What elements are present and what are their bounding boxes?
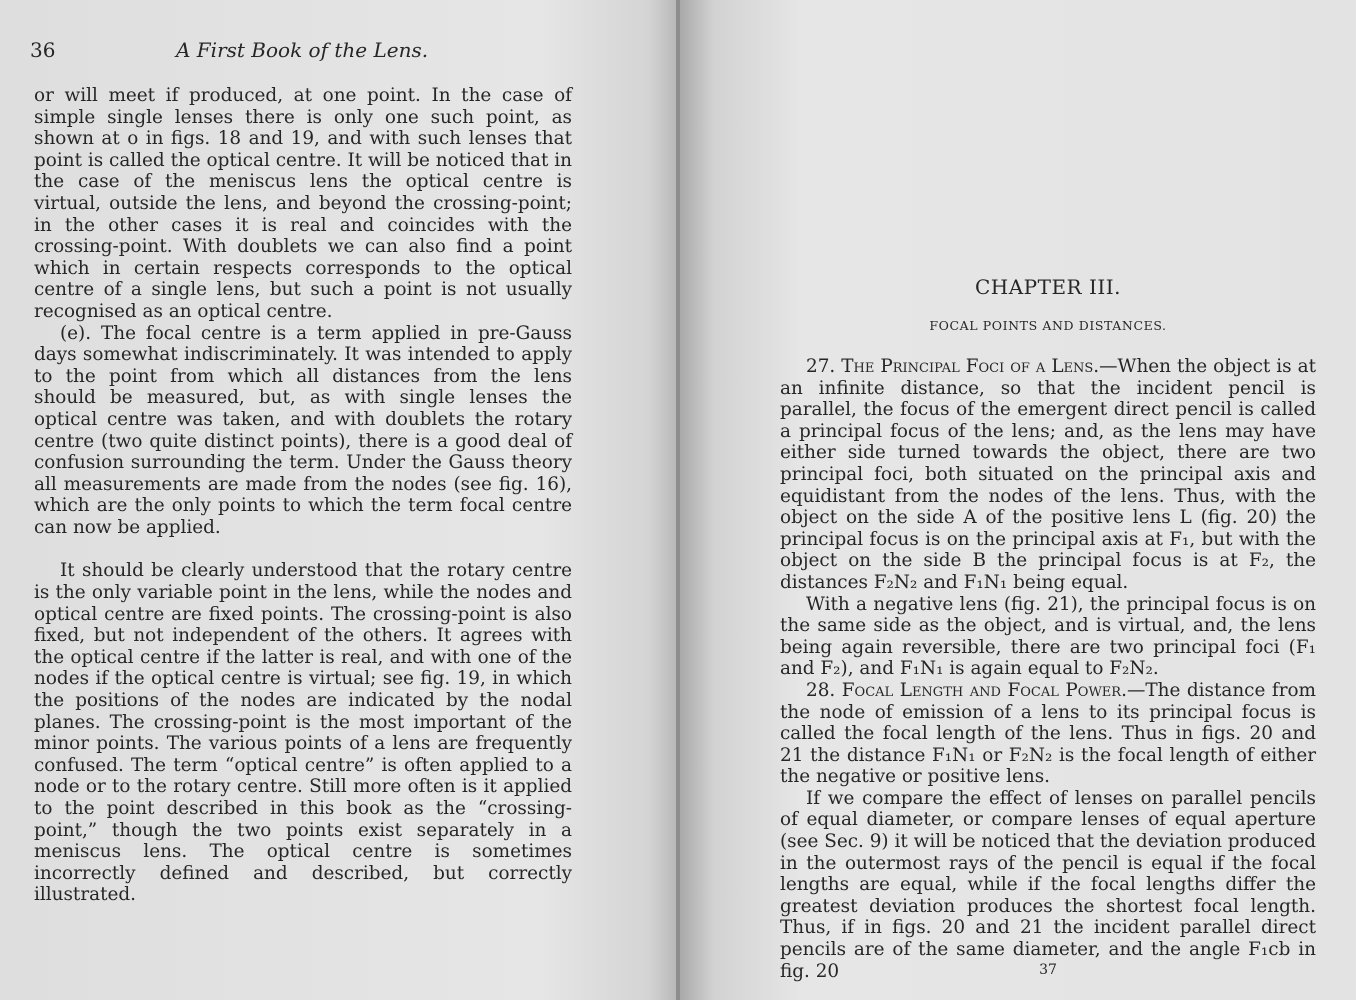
chapter-subtitle: FOCAL POINTS AND DISTANCES. — [929, 318, 1167, 333]
section-text: —The distance from the node of emission of a lens to its principal focus is called the focal length of the lens. Thus in figs. 20 and 21 the distance F₁N₁ or F₂N₂ is the focal length of either the negative or positive lens. — [780, 679, 1316, 788]
chapter-title: CHAPTER III. — [974, 275, 1122, 299]
left-page — [0, 0, 676, 1000]
bleed-through-text — [780, 30, 1316, 270]
section-heading: 28. Focal Length and Focal Power. — [806, 679, 1127, 701]
section-text: If we compare the effect of lenses on parallel pencils of equal diameter, or compare lenses of equal aperture (see Sec. 9) it will be noticed that the deviation produced in the outermost rays of the pencil is equal if the focal lengths are equal, while if the focal lengths differ the greatest deviation produces the shortest focal length. Thus, if in figs. 20 and 21 the incident parallel direct pencils are of the same diameter, and the angle F₁cb in fig. 20 — [780, 787, 1316, 982]
page-number: 37 — [1039, 962, 1057, 978]
paragraph: or will meet if produced, at one point. In the case of simple single lenses there is only one such point, as shown at o in figs. 18 and 19, and with such lenses that point is called the optical centre. It will be noticed that in the case of the meniscus lens the optical centre is virtual, outside the lens, and beyond the crossing-point; in the other cases it is real and coincides with the crossing-point. With doublets we can also find a point which in certain respects corresponds to the optical centre of a single lens, but such a point is not usually recognised as an optical centre. — [34, 85, 572, 322]
section-text: —When the object is at an infinite distance, so that the incident pencil is parallel, the focus of the emergent direct pencil is called a principal focus of the lens; and, as the lens may have either side turned towards the object, there are two principal foci, both situated on the principal axis and equidistant from the nodes of the lens. Thus, with the object on the side A of the positive lens L (fig. 20) the principal focus is on the principal axis at F₁, but with the object on the side B the principal focus is at F₂, the distances F₂N₂ and F₁N₁ being equal. — [780, 356, 1316, 593]
page-number: 36 — [30, 38, 56, 62]
running-title: A First Book of the Lens. — [176, 38, 429, 62]
paragraph: It should be clearly understood that the rotary centre is the only variable point in the lens, while the nodes and optical centre are fixed points. The crossing-point is also fixed, but not independent of the others. It agrees with the optical centre if the latter is real, and with one of the nodes if the optical centre is virtual; see fig. 19, in which the positions of the nodes are indicated by the nodal planes. The crossing-point is the most important of the minor points. The various points of a lens are frequently confused. The term “optical centre” is often applied to a node or to the rotary centre. Still more often is it applied to the point described in this book as the “crossing-point,” though the two points exist separately in a meniscus lens. The optical centre is sometimes incorrectly defined and described, but correctly illustrated. — [34, 560, 572, 906]
paragraph: (e). The focal centre is a term applied in pre-Gauss days somewhat indiscriminately. It was intended to apply to the point from which all distances from the lens should be measured, but, as with single lenses the optical centre was taken, and with doublets the rotary centre (two quite distinct points), there is a good deal of confusion surrounding the term. Under the Gauss theory all measurements are made from the nodes (see fig. 16), which are the only points to which the term focal centre can now be applied. — [34, 322, 572, 538]
section-paragraph — [780, 594, 1316, 680]
right-page — [680, 0, 1356, 1000]
section-paragraph — [780, 680, 1316, 788]
section-text: With a negative lens (fig. 21), the principal focus is on the same side as the object, and is virtual, and, the lens being again reversible, there are two principal foci (F₁ and F₂), and F₁N₁ is again equal to F₂N₂. — [780, 593, 1316, 680]
section-paragraph — [780, 356, 1316, 594]
page-header — [30, 38, 590, 64]
section-heading: 27. The Principal Foci of a Lens. — [806, 356, 1100, 377]
right-text-column — [780, 356, 1316, 982]
section-paragraph — [780, 788, 1316, 982]
left-text-column — [34, 85, 572, 906]
